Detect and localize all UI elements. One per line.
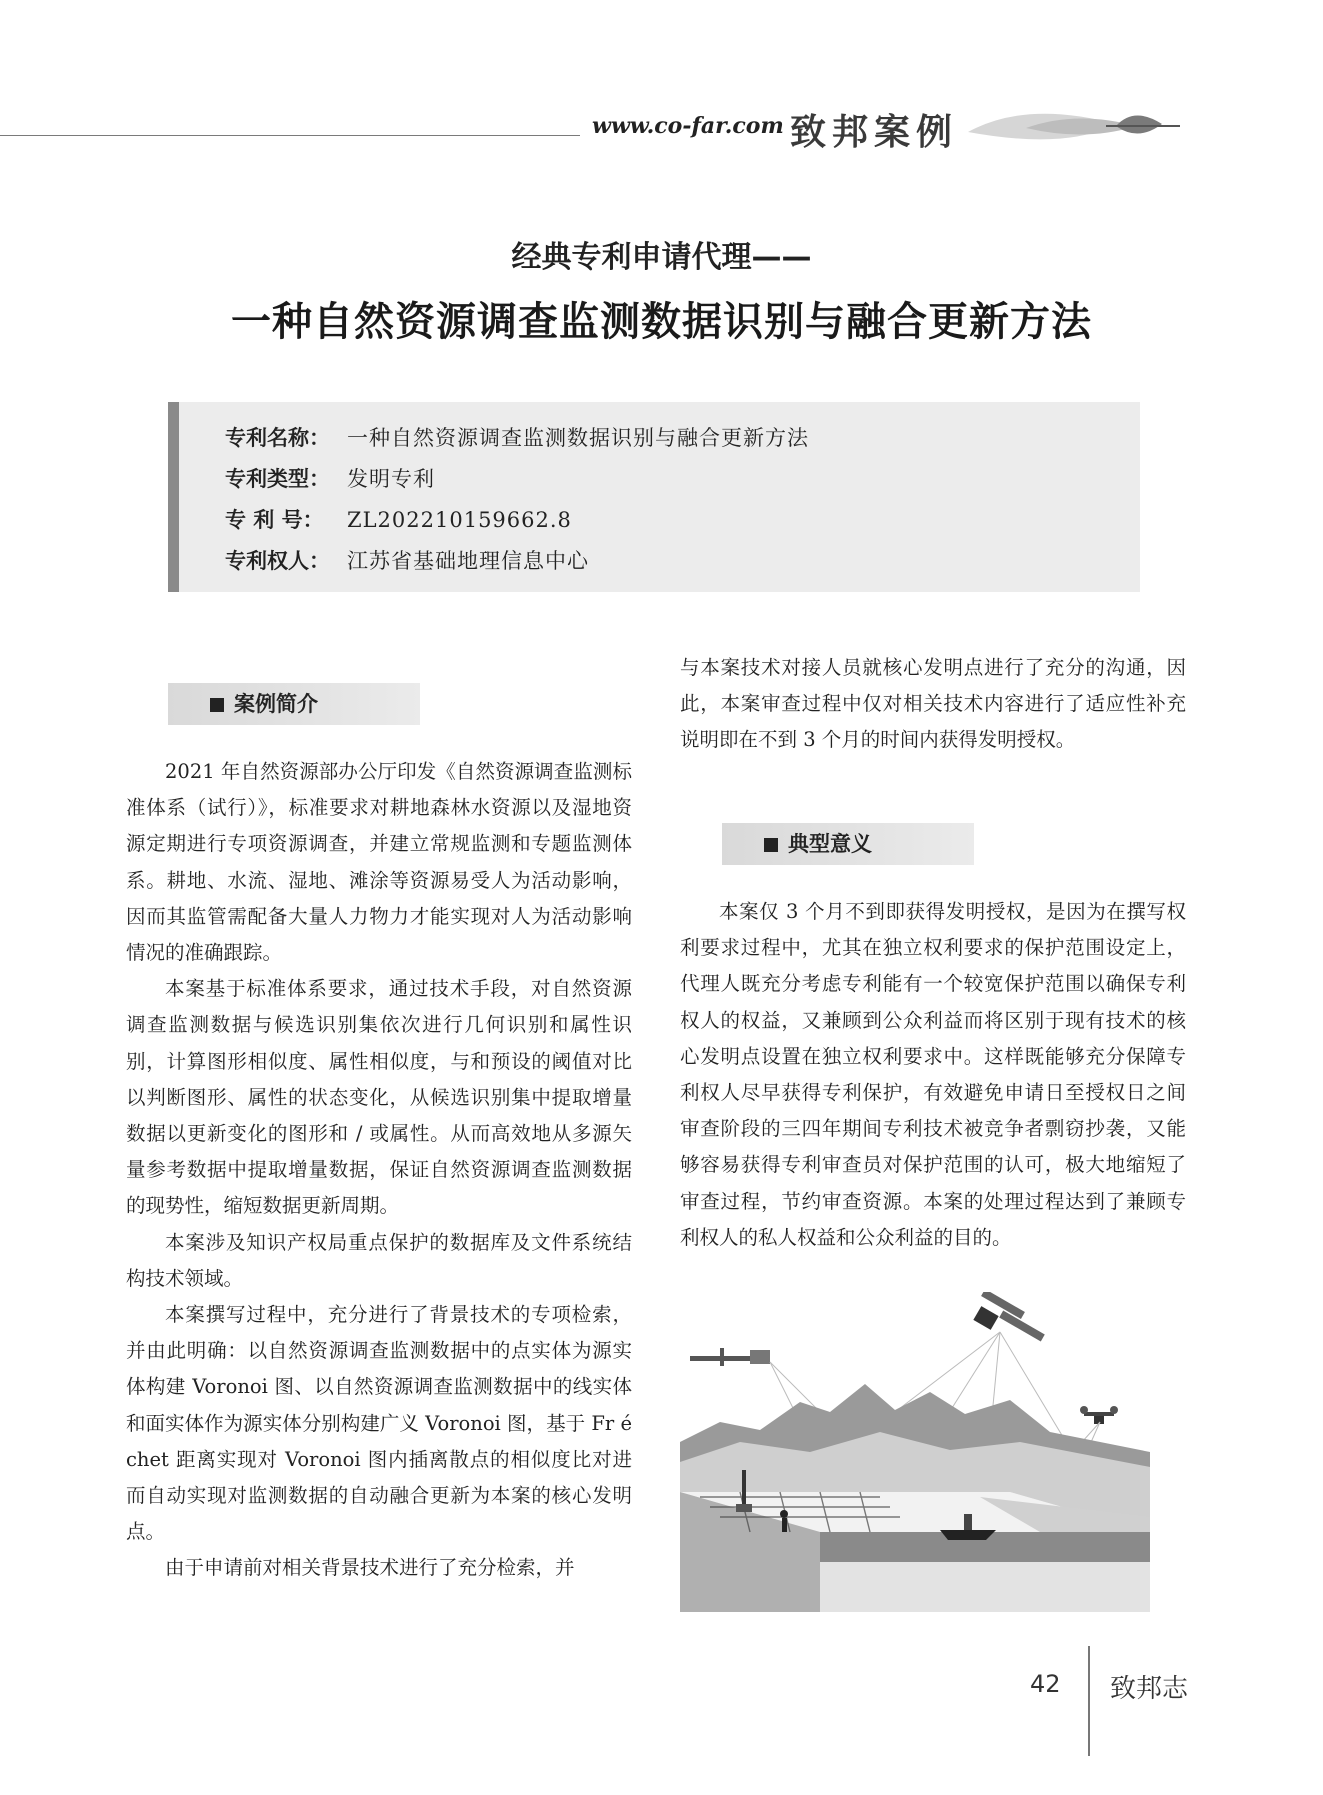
satellite-icon bbox=[973, 1292, 1044, 1341]
right-column-body bbox=[680, 894, 1186, 1256]
info-label: 专 利 号： bbox=[225, 508, 324, 532]
info-row-type bbox=[225, 459, 1140, 500]
paragraph: 本案涉及知识产权局重点保护的数据库及文件系统结构技术领域。 bbox=[126, 1230, 632, 1290]
section-heading-intro bbox=[168, 683, 420, 725]
info-row-name bbox=[225, 418, 1140, 459]
patent-info-box bbox=[168, 402, 1140, 592]
section-heading-significance bbox=[722, 823, 974, 865]
right-column-top bbox=[680, 650, 1186, 759]
info-value: 江苏省基础地理信息中心 bbox=[347, 549, 589, 573]
info-row-owner bbox=[225, 541, 1140, 582]
leaf-logo-icon bbox=[966, 98, 1186, 158]
article-subtitle: 经典专利申请代理—— bbox=[511, 240, 812, 275]
magazine-name: 致邦志 bbox=[1110, 1674, 1189, 1704]
remote-sensing-illustration bbox=[680, 1292, 1150, 1612]
info-row-number bbox=[225, 500, 1140, 541]
info-label: 专利类型： bbox=[225, 467, 330, 491]
paragraph: 本案基于标准体系要求，通过技术手段，对自然资源调查监测数据与候选识别集依次进行几何识别和属性识别，计算图形相似度、属性相似度，与和预设的阈值对比以判断图形、属性的状态变化，从候选识别集中提取增量数据以更新变化的图形和 / 或属性。从而高效地从多源矢量参考数据中提取增量数据，保证自然资源调查监测数据的现势性，缩短数据更新周期。 bbox=[126, 977, 632, 1218]
section-name: 致邦案例 bbox=[790, 112, 959, 153]
paragraph: 与本案技术对接人员就核心发明点进行了充分的沟通，因此，本案审查过程中仅对相关技术内容进行了适应性补充说明即在不到 3 个月的时间内获得发明授权。 bbox=[680, 656, 1186, 752]
article-title: 一种自然资源调查监测数据识别与融合更新方法 bbox=[231, 298, 1092, 345]
paragraph: 本案撰写过程中，充分进行了背景技术的专项检索，并由此明确：以自然资源调查监测数据中的点实体为源实体构建 Voronoi 图、以自然资源调查监测数据中的线实体和面实体作为源实体分别构建广义 Voronoi 图，基于 Fr é chet 距离实现对 Voronoi 图内插离散点的相似度比对进而自动实现对监测数据的自动融合更新为本案的核心发明点。 bbox=[126, 1303, 632, 1544]
info-label: 专利名称： bbox=[225, 426, 330, 450]
quadcopter-icon bbox=[1080, 1406, 1118, 1424]
paragraph: 2021 年自然资源部办公厅印发《自然资源调查监测标准体系（试行）》，标准要求对耕地森林水资源以及湿地资源定期进行专项资源调查，并建立常规监测和专题监测体系。耕地、水流、湿地、滩涂等资源易受人为活动影响，因而其监管需配备大量人力物力才能实现对人为活动影响情况的准确跟踪。 bbox=[126, 760, 632, 965]
square-bullet-icon bbox=[764, 838, 778, 852]
square-bullet-icon bbox=[210, 698, 224, 712]
paragraph: 由于申请前对相关背景技术进行了充分检索，并 bbox=[165, 1556, 575, 1580]
page-number: 42 bbox=[1030, 1670, 1061, 1698]
paragraph: 本案仅 3 个月不到即获得发明授权，是因为在撰写权利要求过程中，尤其在独立权利要求的保护范围设定上，代理人既充分考虑专利能有一个较宽保护范围以确保专利权人的权益，又兼顾到公众利益而将区别于现有技术的核心发明点设置在独立权利要求中。这样既能够充分保障专利权人尽早获得专利保护，有效避免申请日至授权日之间审查阶段的三四年期间专利技术被竞争者剽窃抄袭，又能够容易获得专利审查员对保护范围的认可，极大地缩短了审查过程，节约审查资源。本案的处理过程达到了兼顾专利权人的私人权益和公众利益的目的。 bbox=[680, 900, 1186, 1249]
section-heading-text: 典型意义 bbox=[788, 832, 872, 856]
info-label: 专利权人： bbox=[225, 549, 330, 573]
section-heading-text: 案例简介 bbox=[234, 692, 318, 716]
footer-divider bbox=[1088, 1646, 1090, 1756]
header-rule bbox=[0, 135, 580, 136]
left-column bbox=[126, 754, 632, 1587]
drone-aircraft-icon bbox=[690, 1348, 770, 1366]
info-value: ZL202210159662.8 bbox=[347, 508, 572, 532]
info-value: 一种自然资源调查监测数据识别与融合更新方法 bbox=[347, 426, 809, 450]
info-value: 发明专利 bbox=[347, 467, 435, 491]
site-url[interactable]: www.co-far.com bbox=[592, 113, 784, 139]
